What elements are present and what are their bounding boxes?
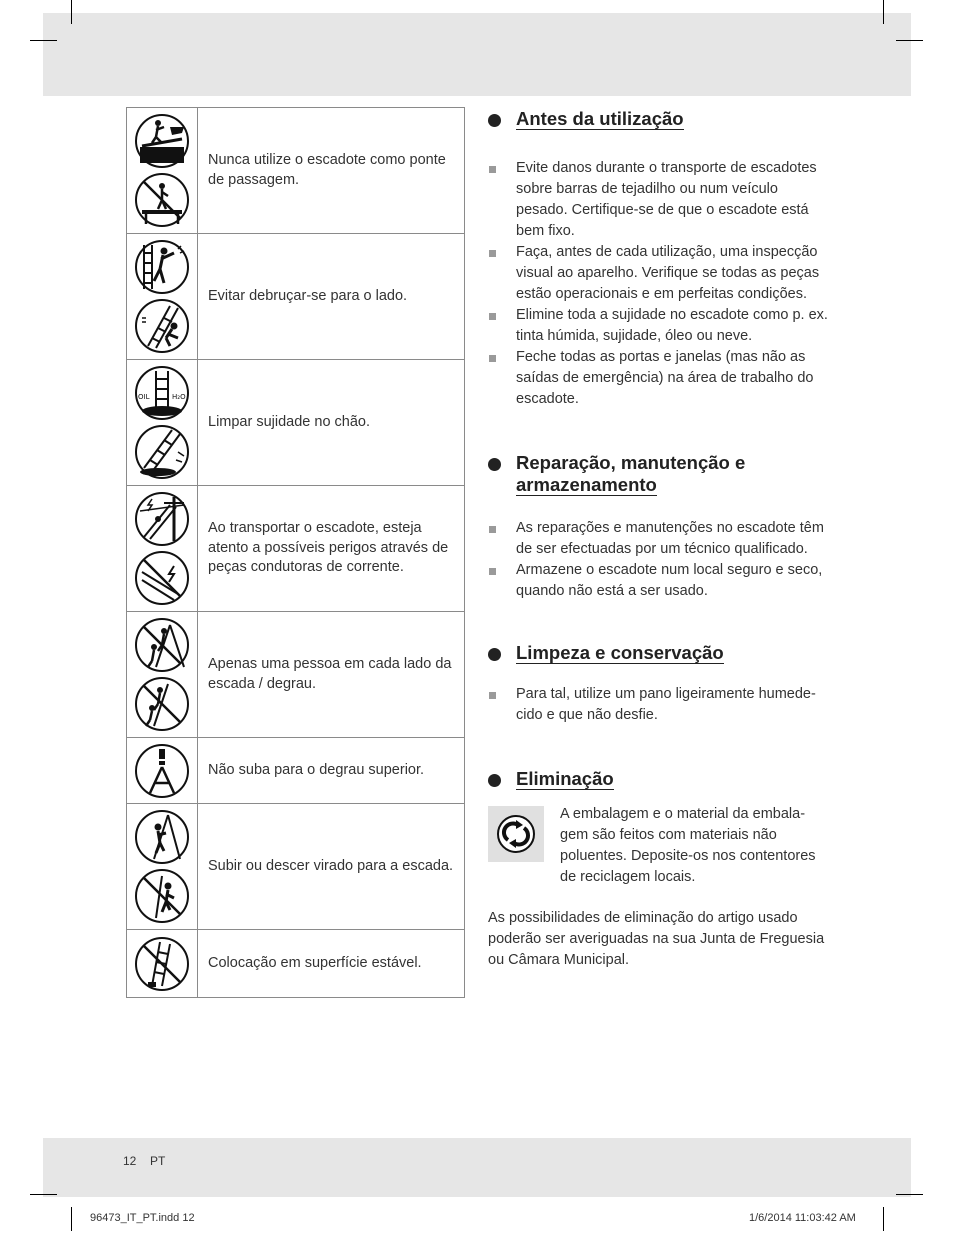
- safety-row: [127, 108, 464, 234]
- safety-text: Nunca utilize o escadote como ponte de passagem.: [208, 152, 446, 188]
- two-persons-ladder-icon: [134, 617, 190, 673]
- crop-mark: [30, 1194, 57, 1195]
- list-item: Feche todas as portas e janelas (mas não as saídas de emergência) na área de trabalho do escadote.: [488, 347, 833, 410]
- crop-mark: [896, 1194, 923, 1195]
- heading-bullet: [488, 114, 501, 127]
- green-dot-recycle-icon: [488, 806, 544, 862]
- limpeza-list: [488, 684, 833, 726]
- safety-text: Não suba para o degrau superior.: [208, 761, 425, 778]
- heading-title: Limpeza e conservação: [516, 642, 724, 663]
- unstable-surface-icon: [134, 936, 190, 992]
- safety-icon-cell: [127, 804, 198, 929]
- list-item: Armazene o escadote num local seguro e seco, quando não está a ser usado.: [488, 560, 833, 602]
- crop-mark: [896, 40, 923, 41]
- safety-row: [127, 612, 464, 738]
- list-item: Elimine toda a sujidade no escadote como p. ex. tinta húmida, sujidade, óleo ou neve.: [488, 305, 833, 347]
- ladder-bridge-icon: [134, 113, 190, 169]
- ladder-falling-icon: [134, 298, 190, 354]
- language-code: PT: [150, 1154, 166, 1168]
- section-heading-limpeza: [488, 642, 833, 664]
- bullet-square: [489, 313, 496, 320]
- no-two-persons-ladder-icon: [134, 676, 190, 732]
- safety-text: Colocação em superfície estável.: [208, 954, 422, 971]
- crop-mark: [883, 1207, 884, 1231]
- recycle-text: A embalagem e o material da embala-gem são feitos com materiais não poluentes. Deposite-os nos contentores de reciclagem locais.: [560, 806, 816, 885]
- disposal-paragraph: As possibilidades de eliminação do artigo usado poderão ser averiguadas na sua Junta de Freguesia ou Câmara Municipal.: [488, 910, 825, 968]
- safety-icon-cell: [127, 234, 198, 359]
- safety-row: [127, 930, 464, 997]
- safety-icon-cell: [127, 108, 198, 233]
- water-label: H₂O: [172, 392, 186, 401]
- heading-title: Antes da utilização: [516, 108, 684, 129]
- safety-icon-cell: [127, 612, 198, 737]
- no-walking-on-ladder-icon: [134, 172, 190, 228]
- right-column: [488, 108, 833, 971]
- safety-row: [127, 738, 464, 804]
- safety-icon-cell: [127, 930, 198, 997]
- section-heading-reparacao: [488, 452, 833, 496]
- crop-mark: [71, 0, 72, 24]
- lean-sideways-icon: [134, 239, 190, 295]
- recycle-arrows-icon: [496, 814, 536, 854]
- safety-row: [127, 234, 464, 360]
- safety-row: [127, 804, 464, 930]
- safety-icon-cell: [127, 738, 198, 803]
- list-item: As reparações e manutenções no escadote têm de ser efectuadas por um técnico qualificado.: [488, 518, 833, 560]
- no-back-to-ladder-icon: [134, 868, 190, 924]
- bullet-square: [489, 166, 496, 173]
- safety-row: [127, 360, 464, 486]
- file-name: 96473_IT_PT.indd 12: [90, 1212, 195, 1224]
- heading-bullet: [488, 774, 501, 787]
- footer-band: [43, 1138, 911, 1197]
- heading-title-line1: Reparação, manutenção e: [516, 452, 746, 473]
- list-item: Faça, antes de cada utilização, uma inspecção visual ao aparelho. Verifique se todas as peças estão operacionais e em perfeitas condições.: [488, 242, 833, 305]
- section-heading-eliminacao: [488, 768, 833, 790]
- crop-mark: [71, 1207, 72, 1231]
- bullet-square: [489, 692, 496, 699]
- oil-label: OIL: [138, 392, 150, 401]
- print-timestamp: 1/6/2014 11:03:42 AM: [749, 1212, 856, 1224]
- header-band: [43, 13, 911, 96]
- heading-title: Eliminação: [516, 768, 614, 789]
- list-item: Evite danos durante o transporte de escadotes sobre barras de tejadilho ou num veículo pesado. Certifique-se de que o escadote está bem fixo.: [488, 158, 833, 242]
- heading-bullet: [488, 458, 501, 471]
- top-step-warning-icon: [134, 743, 190, 799]
- no-ladder-electric-icon: [134, 550, 190, 606]
- crop-mark: [883, 0, 884, 24]
- list-item: Para tal, utilize um pano ligeiramente humede-cido e que não desfie.: [488, 684, 833, 726]
- bullet-square: [489, 526, 496, 533]
- ladder-slipping-icon: [134, 424, 190, 480]
- section-heading-antes: [488, 108, 833, 130]
- safety-text: Apenas uma pessoa em cada lado da escada / degrau.: [208, 656, 452, 692]
- face-ladder-icon: [134, 809, 190, 865]
- safety-table: [126, 107, 465, 998]
- heading-bullet: [488, 648, 501, 661]
- reparacao-list: [488, 518, 833, 602]
- safety-icon-cell: [127, 486, 198, 611]
- heading-title-line2: armazenamento: [516, 474, 657, 495]
- power-line-icon: [134, 491, 190, 547]
- safety-text: Limpar sujidade no chão.: [208, 413, 371, 430]
- safety-text: Evitar debruçar-se para o lado.: [208, 287, 408, 304]
- recycle-block: [488, 804, 833, 888]
- safety-text: Ao transportar o escadote, esteja atento a possíveis perigos através de peças condutoras de corrente.: [208, 520, 449, 576]
- antes-list: [488, 158, 833, 410]
- oil-water-floor-icon: [134, 365, 190, 421]
- safety-row: [127, 486, 464, 612]
- safety-text: Subir ou descer virado para a escada.: [208, 857, 454, 874]
- crop-mark: [30, 40, 57, 41]
- page-number: 12: [123, 1154, 137, 1168]
- bullet-square: [489, 355, 496, 362]
- bullet-square: [489, 568, 496, 575]
- safety-icon-cell: [127, 360, 198, 485]
- bullet-square: [489, 250, 496, 257]
